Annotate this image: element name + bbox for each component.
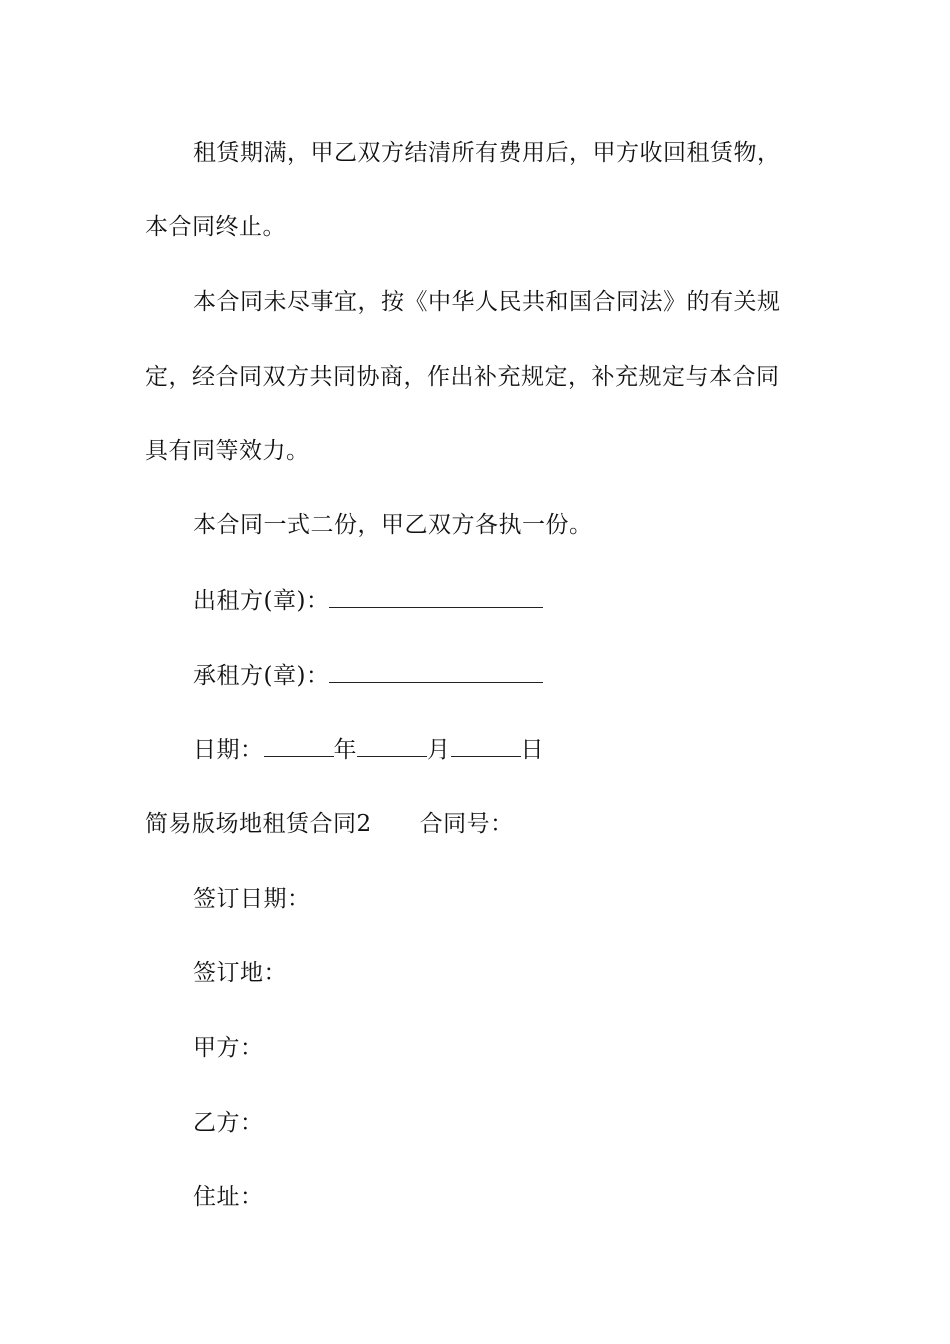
party-b-field: 乙方： [193, 1110, 264, 1136]
paragraph-line: 本合同未尽事宜，按《中华人民共和国合同法》的有关规 [193, 289, 781, 315]
paragraph-line: 租赁期满，甲乙双方结清所有费用后，甲方收回租赁物， [193, 140, 781, 166]
year-label: 年 [333, 737, 357, 763]
paragraph-line: 具有同等效力。 [145, 438, 310, 464]
paragraph-line: 本合同一式二份，甲乙双方各执一份。 [193, 512, 593, 538]
contract-no-label: 合同号： [419, 811, 514, 837]
lessor-signature-line [193, 585, 543, 616]
lessor-blank [329, 585, 543, 608]
sign-date-field: 签订日期： [193, 886, 311, 912]
lessor-label: 出租方(章)： [193, 588, 330, 614]
lessee-signature-line [193, 660, 543, 691]
month-blank [357, 734, 427, 757]
lessee-label: 承租方(章)： [193, 663, 330, 689]
contract2-heading [145, 809, 514, 839]
party-a-field: 甲方： [193, 1035, 264, 1061]
day-blank [451, 734, 521, 757]
year-blank [264, 734, 334, 757]
date-label: 日期： [193, 737, 264, 763]
contract2-title: 简易版场地租赁合同2 [145, 811, 372, 837]
lessee-blank [329, 660, 543, 683]
address-field: 住址： [193, 1184, 264, 1210]
paragraph-line: 本合同终止。 [145, 214, 286, 240]
day-label: 日 [520, 737, 544, 763]
paragraph-line: 定，经合同双方共同协商，作出补充规定，补充规定与本合同 [145, 364, 780, 390]
date-line [193, 734, 544, 765]
sign-place-field: 签订地： [193, 960, 287, 986]
month-label: 月 [427, 737, 451, 763]
